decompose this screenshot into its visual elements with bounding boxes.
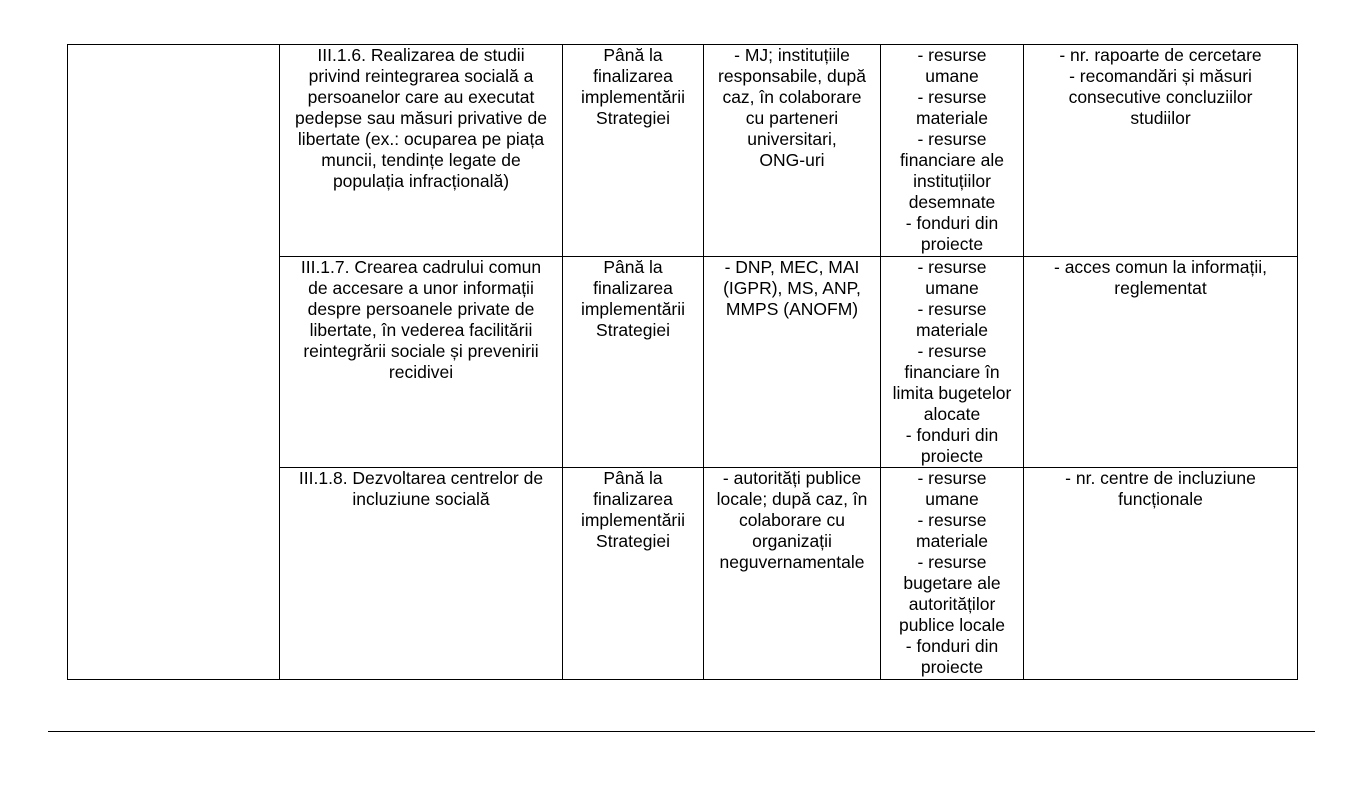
responsible-text: - DNP, MEC, MAI (IGPR), MS, ANP, MMPS (ANOFM)	[723, 257, 861, 319]
indicators-text: - acces comun la informații, reglementat	[1054, 257, 1267, 298]
objective-cell	[68, 45, 280, 680]
table-row	[68, 45, 1298, 257]
resources-text: - resurse umane - resurse materiale - resurse financiare în limita bugetelor alocate - fonduri din proiecte	[892, 257, 1012, 466]
responsible-text: - MJ; instituțiile responsabile, după caz, în colaborare cu parteneri universitari, ONG-uri	[718, 45, 866, 170]
indicators-cell	[1024, 257, 1298, 468]
measure-cell	[280, 45, 563, 257]
responsible-cell	[704, 45, 881, 257]
indicators-cell	[1024, 468, 1298, 680]
responsible-cell	[704, 468, 881, 680]
measure-text: III.1.6. Realizarea de studii privind reintegrarea socială a persoanelor care au executat pedepse sau măsuri privative de libertate (ex.: ocuparea pe piața muncii, tendințe legate de populația infracțională)	[295, 45, 547, 191]
deadline-cell	[563, 45, 704, 257]
resources-cell	[881, 45, 1024, 257]
measure-cell	[280, 257, 563, 468]
indicators-text: - nr. rapoarte de cercetare - recomandări și măsuri consecutive concluziilor studiilor	[1059, 45, 1262, 128]
deadline-text: Până la finalizarea implementării Strategiei	[580, 257, 686, 340]
resources-text: - resurse umane - resurse materiale - resurse financiare ale instituțiilor desemnate - fonduri din proiecte	[899, 45, 1005, 254]
deadline-text: Până la finalizarea implementării Strategiei	[580, 45, 686, 128]
resources-cell	[881, 257, 1024, 468]
deadline-cell	[563, 257, 704, 468]
footer-divider	[48, 731, 1315, 732]
deadline-cell	[563, 468, 704, 680]
indicators-cell	[1024, 45, 1298, 257]
action-plan-table	[67, 44, 1298, 680]
measure-cell	[280, 468, 563, 680]
responsible-text: - autorități publice locale; după caz, în colaborare cu organizații neguvernamentale	[716, 468, 868, 572]
responsible-cell	[704, 257, 881, 468]
measure-text: III.1.8. Dezvoltarea centrelor de incluziune socială	[298, 468, 544, 509]
deadline-text: Până la finalizarea implementării Strategiei	[580, 468, 686, 551]
resources-cell	[881, 468, 1024, 680]
indicators-text: - nr. centre de incluziune funcționale	[1065, 468, 1256, 509]
resources-text: - resurse umane - resurse materiale - resurse bugetare ale autorităților publice locale - fonduri din proiecte	[898, 468, 1006, 677]
measure-text: III.1.7. Crearea cadrului comun de accesare a unor informații despre persoanele private de libertate, în vederea facilitării reintegrării sociale și prevenirii recidivei	[300, 257, 542, 382]
